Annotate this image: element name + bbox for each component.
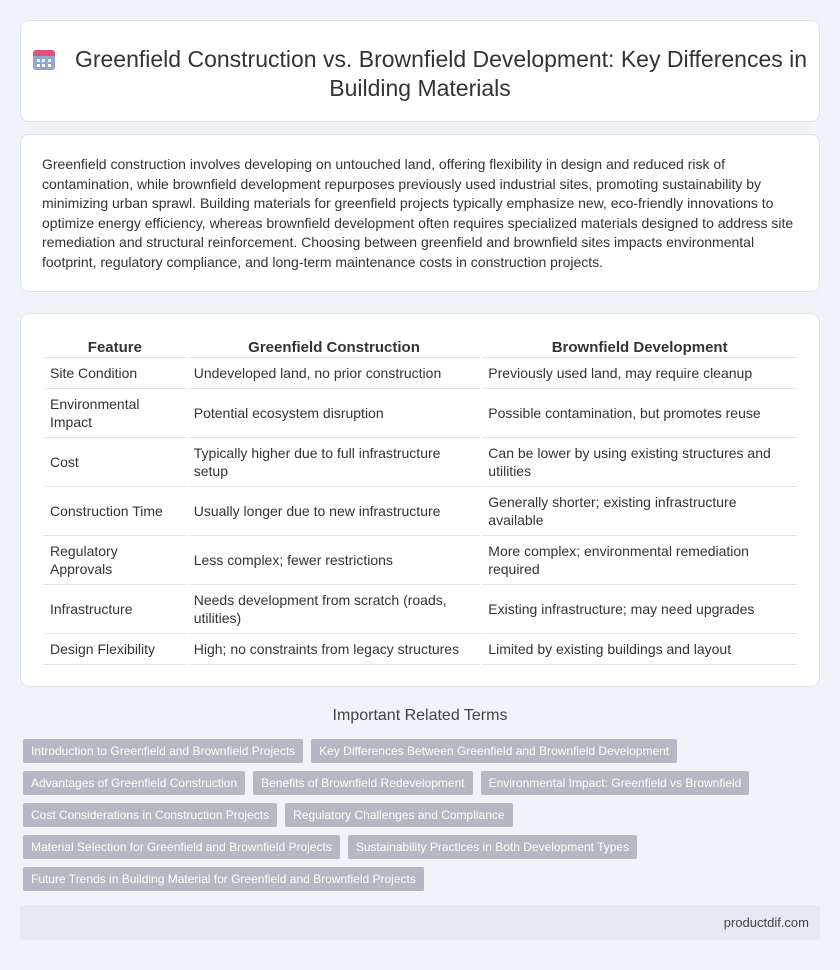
table-row <box>44 536 797 585</box>
related-term-tag[interactable]: Sustainability Practices in Both Development Types <box>348 835 637 859</box>
brownfield-cell: Existing infrastructure; may need upgrades <box>482 585 797 634</box>
footer <box>20 905 820 940</box>
related-term-tag[interactable]: Future Trends in Building Material for Greenfield and Brownfield Projects <box>23 867 424 891</box>
greenfield-cell: Typically higher due to full infrastructure setup <box>188 438 481 487</box>
calendar-icon <box>33 48 55 70</box>
related-terms-heading: Important Related Terms <box>332 707 508 724</box>
related-term-tag[interactable]: Material Selection for Greenfield and Brownfield Projects <box>23 835 340 859</box>
header-brownfield: Brownfield Development <box>482 334 797 358</box>
feature-cell: Cost <box>44 438 186 487</box>
brownfield-cell: Can be lower by using existing structures and utilities <box>482 438 797 487</box>
comparison-table <box>42 334 799 665</box>
related-term-tag[interactable]: Environmental Impact: Greenfield vs Brownfield <box>481 771 750 795</box>
header-feature: Feature <box>44 334 186 358</box>
greenfield-cell: High; no constraints from legacy structures <box>188 634 481 665</box>
brownfield-cell: Possible contamination, but promotes reuse <box>482 389 797 438</box>
summary-card <box>20 134 820 292</box>
greenfield-cell: Less complex; fewer restrictions <box>188 536 481 585</box>
related-term-tag[interactable]: Key Differences Between Greenfield and Brownfield Development <box>311 739 677 763</box>
feature-cell: Regulatory Approvals <box>44 536 186 585</box>
brownfield-cell: More complex; environmental remediation required <box>482 536 797 585</box>
related-term-tag[interactable]: Cost Considerations in Construction Projects <box>23 803 277 827</box>
feature-cell: Environmental Impact <box>44 389 186 438</box>
header-greenfield: Greenfield Construction <box>188 334 481 358</box>
table-row <box>44 358 797 389</box>
related-term-tag[interactable]: Introduction to Greenfield and Brownfield Projects <box>23 739 303 763</box>
feature-cell: Infrastructure <box>44 585 186 634</box>
comparison-table-card <box>20 313 820 687</box>
greenfield-cell: Needs development from scratch (roads, utilities) <box>188 585 481 634</box>
feature-cell: Construction Time <box>44 487 186 536</box>
summary-text: Greenfield construction involves developing on untouched land, offering flexibility in design and reduced risk of contamination, while brownfield development repurposes previously used industrial sites, promoting sustainability by minimizing urban sprawl. Building materials for greenfield projects typically emphasize new, eco-friendly innovations to optimize energy efficiency, whereas brownfield development often requires specialized materials designed to address site remediation and structural reinforcement. Choosing between greenfield and brownfield sites impacts environmental footprint, regulatory compliance, and long-term maintenance costs in construction projects. <box>42 156 794 270</box>
table-row <box>44 585 797 634</box>
greenfield-cell: Undeveloped land, no prior construction <box>188 358 481 389</box>
greenfield-cell: Potential ecosystem disruption <box>188 389 481 438</box>
related-term-tag[interactable]: Regulatory Challenges and Compliance <box>285 803 512 827</box>
related-term-tag[interactable]: Advantages of Greenfield Construction <box>23 771 245 795</box>
table-row <box>44 487 797 536</box>
page-title-wrap <box>21 45 819 103</box>
related-term-tag[interactable]: Benefits of Brownfield Redevelopment <box>253 771 472 795</box>
table-row <box>44 438 797 487</box>
feature-cell: Design Flexibility <box>44 634 186 665</box>
title-card <box>20 20 820 122</box>
brownfield-cell: Previously used land, may require cleanup <box>482 358 797 389</box>
page-title: Greenfield Construction vs. Brownfield Development: Key Differences in Building Materials <box>74 46 808 101</box>
feature-cell: Site Condition <box>44 358 186 389</box>
table-row <box>44 634 797 665</box>
brownfield-cell: Generally shorter; existing infrastructure available <box>482 487 797 536</box>
footer-site-link[interactable]: productdif.com <box>723 915 809 930</box>
brownfield-cell: Limited by existing buildings and layout <box>482 634 797 665</box>
greenfield-cell: Usually longer due to new infrastructure <box>188 487 481 536</box>
related-terms-list <box>23 739 803 899</box>
table-row <box>44 389 797 438</box>
